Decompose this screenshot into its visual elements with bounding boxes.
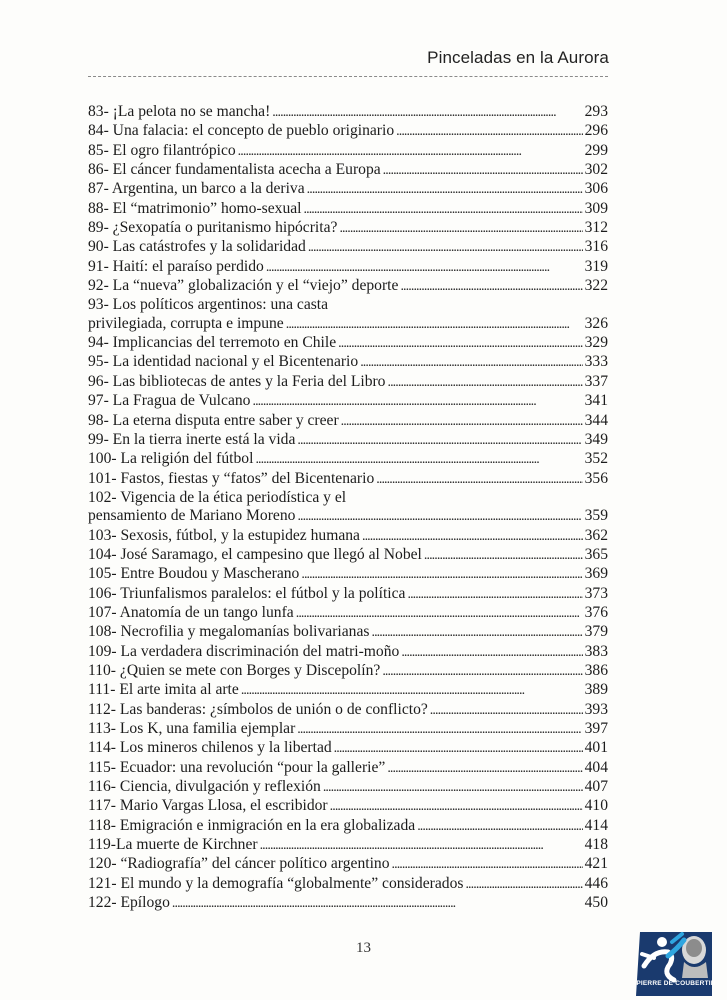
toc-entry [88,681,608,700]
dot-leader [362,527,583,546]
toc-entry-page: 344 [584,411,608,429]
table-of-contents [88,103,608,913]
toc-entry-row [88,373,608,392]
toc-entry-page: 410 [584,797,608,815]
toc-entry-page: 309 [584,199,608,217]
toc-entry-page: 365 [584,545,608,563]
toc-entry [88,836,608,855]
toc-entry-row [88,720,608,739]
toc-entry-row [88,778,608,797]
toc-entry-page: 312 [584,219,608,237]
page-number: 13 [356,940,371,956]
toc-entry-title-line: 93- Los políticos argentinos: una casta [88,296,329,314]
toc-entry-row [88,759,608,778]
toc-entry [88,662,608,681]
toc-entry-title: 118- Emigración e inmigración en la era globalizada [88,816,416,834]
dot-leader [296,604,583,623]
dot-leader [301,565,582,584]
toc-entry [88,334,608,353]
dot-leader [465,875,582,894]
toc-entry-row [88,238,608,257]
dot-leader [304,200,583,219]
dot-leader [376,470,582,489]
toc-entry [88,894,608,913]
toc-entry-title: 113- Los K, una familia ejemplar [88,720,296,737]
toc-entry-page: 421 [584,855,608,873]
toc-entry-row [88,258,608,277]
toc-entry [88,604,608,623]
logo-caption: PIERRE DE COUBERTIN [636,980,716,987]
toc-entry-page: 356 [584,469,608,487]
toc-entry [88,855,608,874]
dot-leader [387,759,582,778]
toc-entry-row [88,180,608,199]
dot-leader [407,585,582,604]
toc-entry [88,258,608,277]
toc-entry [88,565,608,584]
toc-entry-row [88,739,608,758]
dot-leader [330,797,583,816]
toc-entry-page: 329 [584,334,608,352]
toc-entry-title: 108- Necrofilia y megalomanías bolivarianas [88,623,370,641]
toc-entry-row [88,855,608,874]
toc-entry [88,720,608,739]
dot-leader [266,258,583,277]
toc-entry-row [88,142,608,161]
toc-entry-page: 322 [584,277,608,295]
toc-entry [88,238,608,257]
toc-entry-title: 112- Las banderas: ¿símbolos de unión o de conflicto? [88,700,428,718]
dot-leader [338,334,582,353]
toc-entry [88,219,608,238]
dot-leader [252,392,582,411]
toc-entry-page: 373 [584,584,608,602]
toc-entry-title: 85- El ogro filantrópico [88,141,236,159]
toc-entry-page: 376 [584,603,608,621]
toc-entry-title: 94- Implicancias del terremoto en Chile [88,334,337,352]
dot-leader [297,431,582,450]
toc-entry [88,161,608,180]
toc-entry-title: 114- Los mineros chilenos y la libertad [88,739,332,757]
toc-entry-row [88,122,608,141]
toc-entry-title: 92- La “nueva” globalización y el “viejo” deporte [88,277,399,295]
toc-entry-row [88,875,608,894]
toc-entry-page: 296 [584,122,608,140]
toc-entry-title: 88- El “matrimonio” homo-sexual [88,199,302,217]
toc-entry [88,412,608,431]
toc-entry-page: 450 [584,894,608,912]
coubertin-logo [634,928,714,998]
toc-entry-page: 352 [584,450,608,468]
toc-entry-title: 99- En la tierra inerte está la vida [88,430,296,448]
dot-leader [297,507,582,526]
toc-entry-row [88,219,608,238]
toc-entry [88,701,608,720]
toc-entry-row [88,623,608,642]
dot-leader [400,277,582,296]
toc-entry-row [88,527,608,546]
dot-leader [341,412,583,431]
toc-entry [88,778,608,797]
toc-entry [88,546,608,565]
toc-entry-page: 319 [584,257,608,275]
toc-entry-row [88,894,608,913]
toc-entry [88,142,608,161]
toc-entry-row [88,161,608,180]
toc-entry [88,527,608,546]
toc-entry-row [88,662,608,681]
dot-leader [430,701,583,720]
dot-leader [387,373,582,392]
dot-leader [172,894,583,913]
toc-entry-title: 91- Haití: el paraíso perdido [88,257,264,275]
toc-entry-title: 115- Ecuador: una revolución “pour la gallerie” [88,758,386,776]
toc-entry [88,277,608,296]
toc-entry-page: 414 [584,816,608,834]
dot-leader [286,315,583,334]
toc-entry-title: pensamiento de Mariano Moreno [88,507,296,525]
toc-entry-title: 109- La verdadera discriminación del matri-moño [88,642,400,660]
toc-entry-row [88,353,608,372]
toc-entry-row [88,334,608,353]
toc-entry-title: 111- El arte imita al arte [88,681,239,699]
toc-entry [88,122,608,141]
toc-entry-page: 386 [584,661,608,679]
toc-entry-page: 341 [584,392,608,410]
toc-entry-title: 103- Sexosis, fútbol, y la estupidez humana [88,526,360,544]
toc-entry-row [88,431,608,450]
toc-entry [88,623,608,642]
toc-entry-title: 96- Las bibliotecas de antes y la Feria del Libro [88,372,386,390]
toc-entry-row [88,836,608,855]
toc-entry-row [88,412,608,431]
dot-leader [323,778,583,797]
toc-entry-row [88,604,608,623]
page-header [0,0,727,80]
toc-entry-page: 299 [584,141,608,159]
toc-entry [88,373,608,392]
toc-entry-row [88,470,608,489]
toc-entry [88,296,608,334]
toc-entry-page: 293 [584,103,608,120]
toc-entry-title: 110- ¿Quien se mete con Borges y Discepolín? [88,661,381,679]
toc-entry-page: 407 [584,778,608,796]
dot-leader [272,103,582,122]
toc-entry-row [88,507,608,526]
toc-entry-row [88,817,608,836]
toc-entry-title: 117- Mario Vargas Llosa, el escribidor [88,797,328,815]
toc-entry-page: 302 [584,161,608,179]
dot-leader [297,720,582,739]
toc-entry-row [88,277,608,296]
toc-entry-page: 316 [584,238,608,256]
toc-entry-title: 107- Anatomía de un tango lunfa [88,603,294,621]
toc-entry-title: 122- Epílogo [88,894,170,912]
toc-entry-title: 101- Fastos, fiestas y “fatos” del Bicentenario [88,469,375,487]
toc-entry-page: 446 [584,874,608,892]
toc-entry-page: 397 [584,720,608,737]
toc-entry-row [88,797,608,816]
toc-entry [88,450,608,469]
toc-entry-title: 89- ¿Sexopatía o puritanismo hipócrita? [88,219,338,237]
toc-entry-title: 100- La religión del fútbol [88,450,254,468]
toc-entry-page: 383 [584,642,608,660]
toc-entry-page: 404 [584,758,608,776]
toc-entry [88,180,608,199]
dot-leader [417,817,582,836]
toc-entry-page: 326 [584,314,608,332]
toc-entry-title: 116- Ciencia, divulgación y reflexión [88,778,321,796]
toc-entry-row [88,701,608,720]
toc-entry-page: 362 [584,526,608,544]
toc-entry-page: 418 [584,836,608,854]
dot-leader [392,855,583,874]
toc-entry-title: 90- Las catástrofes y la solidaridad [88,238,306,256]
toc-entry-row [88,643,608,662]
toc-entry-row [88,103,608,122]
toc-entry-row [88,392,608,411]
dot-leader [308,238,583,257]
dot-leader [383,161,583,180]
toc-entry [88,103,608,122]
toc-entry-title: 97- La Fragua de Vulcano [88,392,251,410]
toc-entry [88,489,608,527]
toc-entry-title: 105- Entre Boudou y Mascherano [88,565,300,583]
toc-entry [88,392,608,411]
toc-entry [88,817,608,836]
toc-entry-page: 337 [584,372,608,390]
dot-leader [255,450,582,469]
toc-entry-title: 106- Triunfalismos paralelos: el fútbol y la política [88,584,406,602]
toc-entry-title: 119-La muerte de Kirchner [88,836,258,854]
toc-entry [88,739,608,758]
toc-entry-page: 359 [584,507,608,525]
toc-entry-row [88,565,608,584]
toc-entry [88,200,608,219]
toc-entry-title: 98- La eterna disputa entre saber y creer [88,411,339,429]
dot-leader [260,836,583,855]
toc-entry-row [88,450,608,469]
toc-entry-title-line: 102- Vigencia de la ética periodística y el [88,488,347,506]
toc-entry-title: 121- El mundo y la demografía “globalmente” considerados [88,874,464,892]
toc-entry [88,353,608,372]
toc-entry-title: 87- Argentina, un barco a la deriva [88,180,305,198]
toc-entry-row [88,315,608,334]
toc-entry [88,643,608,662]
dot-leader [241,681,583,700]
toc-entry-page: 349 [584,430,608,448]
dot-leader [401,643,582,662]
dot-leader [334,739,583,758]
toc-entry [88,759,608,778]
toc-entry-title: 86- El cáncer fundamentalista acecha a Europa [88,161,381,179]
toc-entry-row [88,546,608,565]
toc-entry [88,470,608,489]
toc-entry-row [88,585,608,604]
dot-leader [238,142,583,161]
toc-entry-page: 389 [584,681,608,699]
toc-entry-page: 369 [584,565,608,583]
dot-leader [382,662,582,681]
toc-entry [88,585,608,604]
toc-entry-page: 393 [584,700,608,718]
toc-entry-page: 306 [584,180,608,198]
running-title: Pinceladas en la Aurora [427,48,609,67]
toc-entry-title: 104- José Saramago, el campesino que llegó al Nobel [88,545,422,563]
toc-entry-row [88,200,608,219]
toc-entry [88,875,608,894]
toc-entry-page: 379 [584,623,608,641]
toc-entry-title: 84- Una falacia: el concepto de pueblo originario [88,122,395,140]
toc-entry [88,431,608,450]
toc-entry-page: 333 [584,353,608,371]
toc-entry-title: 120- “Radiografía” del cáncer político argentino [88,855,390,873]
toc-entry [88,797,608,816]
dot-leader [371,623,582,642]
dot-leader [360,353,582,372]
dot-leader [307,180,583,199]
toc-entry-title: privilegiada, corrupta e impune [88,314,284,332]
toc-entry-row [88,681,608,700]
toc-entry-title: 83- ¡La pelota no se mancha! [88,103,271,120]
toc-entry-page: 401 [584,739,608,757]
toc-entry-title: 95- La identidad nacional y el Bicentenario [88,353,359,371]
dot-leader [396,122,582,141]
dot-leader [424,546,583,565]
runner-portrait-icon [634,928,714,998]
header-rule [88,76,608,77]
dot-leader [339,219,582,238]
